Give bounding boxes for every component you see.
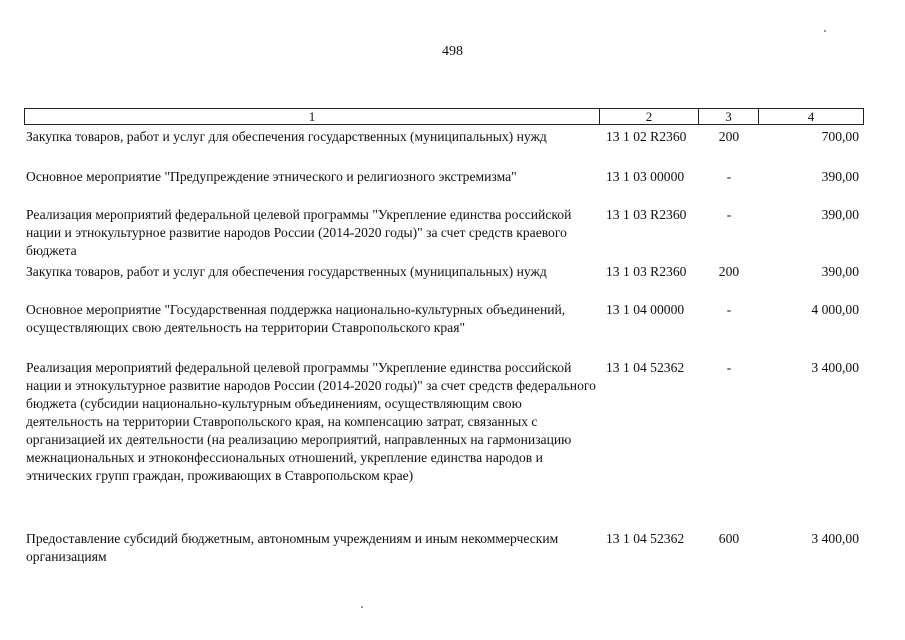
row-code: 13 1 03 R2360	[606, 264, 687, 279]
row-code: 13 1 04 52362	[606, 531, 685, 546]
row-code: 13 1 03 00000	[606, 169, 685, 184]
row-name: Реализация мероприятий федеральной целевой программы "Укрепление единства российской нации и этнокультурное развитие народов России (2014-2020 годы)" за счет средств краевого бюджета	[26, 207, 572, 258]
row-type: -	[726, 169, 732, 184]
row-name: Реализация мероприятий федеральной целевой программы "Укрепление единства российской нации и этнокультурное развитие народов России (2014-2020 годы)" за счет средств федерального бюджета (субсидии национально-культурным объединениям, осуществляющим свою деятельность на территории Ставропольского края, на компенсацию затрат, связанных с организацией их деятельности (на реализацию мероприятий, направленных на гармонизацию межнациональных и этноконфессиональных отношений, укрепление единства народов и этнических групп граждан, проживающих в Ставропольском крае)	[26, 360, 596, 483]
row-name: Основное мероприятие "Государственная поддержка национально-культурных объединений, осуществляющих свою деятельность на территории Ставропольского края"	[26, 302, 566, 335]
row-name: Предоставление субсидий бюджетным, автономным учреждениям и иным некоммерческим организациям	[26, 531, 559, 564]
row-amount: 3 400,00	[811, 360, 859, 375]
row-amount: 700,00	[821, 129, 859, 144]
row-type: 200	[718, 129, 740, 144]
row-code: 13 1 03 R2360	[606, 207, 687, 222]
row-code: 13 1 04 00000	[606, 302, 685, 317]
header-col-4: 4	[807, 109, 815, 124]
row-code: 13 1 04 52362	[606, 360, 685, 375]
scan-speck	[361, 606, 363, 608]
scan-speck	[824, 30, 826, 32]
header-col-2: 2	[645, 109, 653, 124]
row-amount: 390,00	[821, 264, 859, 279]
row-type: -	[726, 207, 732, 222]
header-col-3: 3	[725, 109, 732, 124]
row-name: Закупка товаров, работ и услуг для обеспечения государственных (муниципальных) нужд	[26, 129, 547, 144]
row-amount: 3 400,00	[811, 531, 859, 546]
row-amount: 390,00	[821, 207, 859, 222]
row-amount: 4 000,00	[811, 302, 859, 317]
row-name: Основное мероприятие "Предупреждение этнического и религиозного экстремизма"	[26, 169, 517, 184]
header-col-1: 1	[308, 109, 316, 124]
row-type: 200	[718, 264, 740, 279]
row-name: Закупка товаров, работ и услуг для обеспечения государственных (муниципальных) нужд	[26, 264, 547, 279]
table-header	[24, 108, 864, 125]
page-number: 498	[442, 44, 463, 59]
row-amount: 390,00	[821, 169, 859, 184]
row-code: 13 1 02 R2360	[606, 129, 687, 144]
row-type: -	[726, 360, 732, 375]
row-type: -	[726, 302, 732, 317]
row-type: 600	[718, 531, 740, 546]
